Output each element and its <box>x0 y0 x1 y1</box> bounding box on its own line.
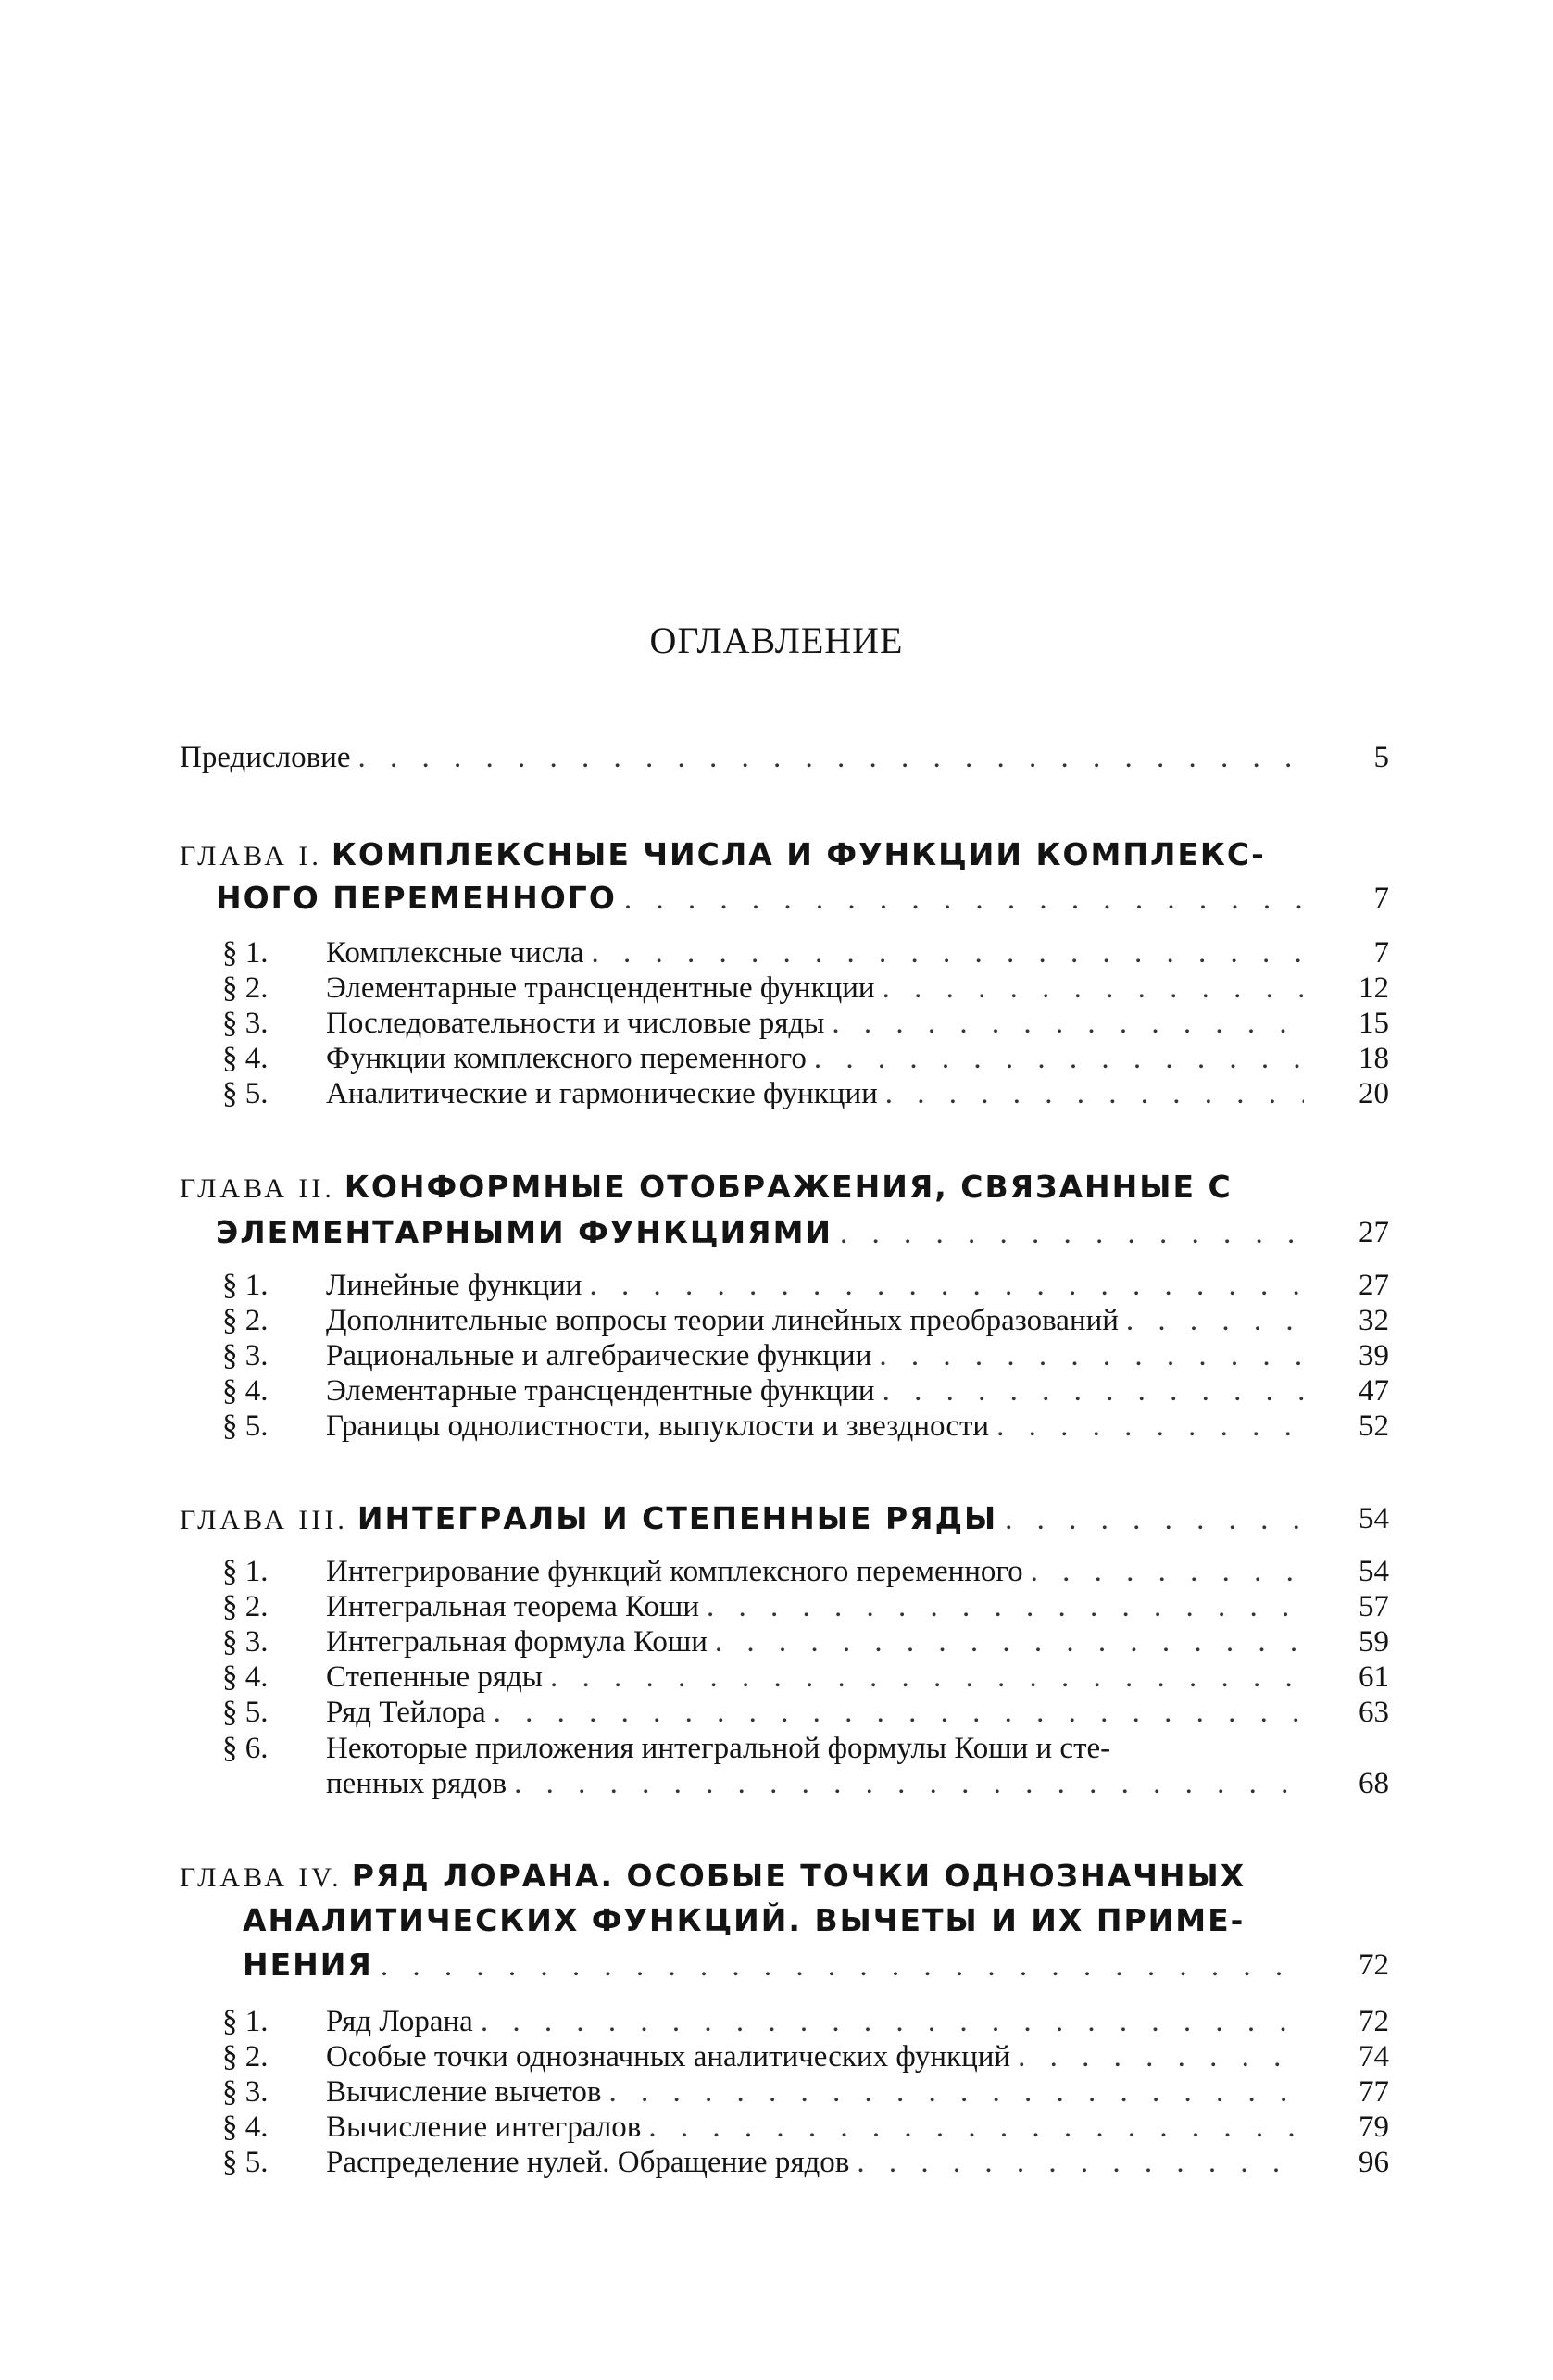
dot-leader <box>883 970 1304 1007</box>
entry-page: 61 <box>1359 1660 1389 1694</box>
entry-title: Особые точки однозначных аналитических функций <box>326 2040 1011 2073</box>
chapter-heading[interactable] <box>180 1500 1309 1537</box>
dot-leader <box>857 2144 1304 2181</box>
entry-page: 32 <box>1359 1304 1389 1337</box>
toc-entry-section[interactable] <box>326 1730 1110 1767</box>
entry-title: Некоторые приложения интегральной формулы Коши и сте- <box>326 1732 1111 1765</box>
section-number: § 2. <box>222 2040 269 2073</box>
entry-title: Предисловие <box>180 741 351 774</box>
entry-title: Вычисление интегралов <box>326 2111 642 2144</box>
chapter-title-line: ЭЛЕМЕНТАРНЫМИ ФУНКЦИЯМИ <box>216 1214 833 1250</box>
toc-entry-section[interactable] <box>326 1659 1309 1696</box>
dot-leader <box>514 1765 1304 1802</box>
dot-leader <box>879 1337 1304 1374</box>
entry-title: Вычисление вычетов <box>326 2075 602 2109</box>
entry-title: Ряд Тейлора <box>326 1696 486 1729</box>
chapter-title-line: КОНФОРМНЫЕ ОТОБРАЖЕНИЯ, СВЯЗАННЫЕ С <box>344 1169 1233 1205</box>
toc-entry-section[interactable] <box>326 2109 1309 2146</box>
dot-leader <box>1031 1553 1304 1590</box>
entry-page: 54 <box>1359 1555 1389 1588</box>
dot-leader <box>1126 1302 1304 1339</box>
dot-leader <box>814 1040 1304 1077</box>
section-number: § 4. <box>222 1042 269 1075</box>
entry-page: 77 <box>1359 2075 1389 2109</box>
dot-leader <box>715 1623 1304 1660</box>
section-number: § 4. <box>222 1374 269 1408</box>
section-number: § 5. <box>222 1696 269 1729</box>
entry-title: Границы однолистности, выпуклости и звездности <box>326 1409 990 1443</box>
toc-entry-section[interactable] <box>326 2003 1309 2040</box>
dot-leader <box>885 1075 1304 1112</box>
entry-page: 27 <box>1359 1269 1389 1302</box>
entry-page: 27 <box>1359 1216 1389 1249</box>
entry-title: Интегральная теорема Коши <box>326 1590 699 1623</box>
entry-page: 7 <box>1373 882 1389 915</box>
dot-leader <box>589 1267 1304 1304</box>
dot-leader <box>358 739 1305 776</box>
toc-entry-section[interactable] <box>326 1588 1309 1625</box>
section-number: § 5. <box>222 2146 269 2179</box>
entry-title: Распределение нулей. Обращение рядов <box>326 2146 850 2179</box>
entry-title: Элементарные трансцендентные функции <box>326 971 875 1005</box>
dot-leader <box>1018 2038 1304 2075</box>
entry-page: 20 <box>1359 1077 1389 1110</box>
entry-title-cont: пенных рядов <box>326 1767 507 1800</box>
toc-entry-section[interactable] <box>326 1623 1309 1660</box>
entry-page: 72 <box>1359 1948 1389 1982</box>
entry-page: 59 <box>1359 1625 1389 1659</box>
toc-entry-section[interactable] <box>326 1005 1309 1042</box>
toc-entry-section[interactable] <box>326 970 1309 1007</box>
chapter-title-line: АНАЛИТИЧЕСКИХ ФУНКЦИЙ. ВЫЧЕТЫ И ИХ ПРИМЕ- <box>243 1902 1246 1938</box>
entry-page: 57 <box>1359 1590 1389 1623</box>
section-number: § 3. <box>222 1339 269 1372</box>
section-number: § 5. <box>222 1077 269 1110</box>
entry-page: 7 <box>1373 936 1389 970</box>
toc-entry-section[interactable] <box>326 1372 1309 1409</box>
toc-entry-section[interactable] <box>326 1408 1309 1445</box>
dot-leader <box>996 1408 1304 1445</box>
toc-entry-section[interactable] <box>326 1302 1309 1339</box>
dot-leader <box>550 1659 1304 1696</box>
section-number: § 3. <box>222 1007 269 1040</box>
entry-page: 54 <box>1359 1502 1389 1535</box>
entry-title: Последовательности и числовые ряды <box>326 1007 825 1040</box>
section-number: § 4. <box>222 2111 269 2144</box>
toc-entry-section[interactable] <box>326 1075 1309 1112</box>
entry-title: Степенные ряды <box>326 1660 543 1694</box>
section-number: § 3. <box>222 2075 269 2109</box>
section-number: § 4. <box>222 1660 269 1694</box>
section-number: § 6. <box>222 1732 269 1765</box>
dot-leader <box>608 2073 1304 2111</box>
chapter-title-line: КОМПЛЕКСНЫЕ ЧИСЛА И ФУНКЦИИ КОМПЛЕКС- <box>331 836 1266 872</box>
entry-page: 72 <box>1359 2005 1389 2038</box>
entry-page: 15 <box>1359 1007 1389 1040</box>
section-number: § 1. <box>222 936 269 970</box>
toc-entry-section[interactable] <box>326 934 1309 971</box>
entry-title: Функции комплексного переменного <box>326 1042 807 1075</box>
dot-leader <box>840 1215 1304 1252</box>
entry-page: 47 <box>1359 1374 1389 1408</box>
chapter-heading-cont <box>243 1902 1245 1940</box>
toc-entry-section[interactable] <box>326 2073 1309 2111</box>
dot-leader <box>832 1005 1304 1042</box>
entry-page: 5 <box>1373 741 1389 774</box>
entry-page: 68 <box>1359 1767 1389 1800</box>
chapter-heading[interactable] <box>180 836 1266 875</box>
chapter-heading[interactable] <box>180 1169 1233 1208</box>
chapter-heading-cont[interactable] <box>243 1947 1309 1984</box>
toc-entry-section[interactable] <box>326 1267 1309 1304</box>
dot-leader <box>707 1588 1304 1625</box>
toc-entry-section[interactable] <box>326 1040 1309 1077</box>
dot-leader <box>381 1948 1304 1985</box>
chapter-heading-cont[interactable] <box>216 880 1309 917</box>
chapter-title-line: НЕНИЯ <box>243 1947 373 1983</box>
section-number: § 1. <box>222 1555 269 1588</box>
toc-entry-section[interactable] <box>326 1337 1309 1374</box>
entry-title: Интегральная формула Коши <box>326 1625 708 1659</box>
chapter-title-line: НОГО ПЕРЕМЕННОГО <box>216 880 617 916</box>
entry-title: Дополнительные вопросы теории линейных преобразований <box>326 1304 1119 1337</box>
dot-leader <box>624 881 1304 918</box>
toc-entry-section-cont[interactable] <box>326 1765 1309 1802</box>
section-number: § 2. <box>222 971 269 1005</box>
chapter-heading-cont[interactable] <box>216 1214 1309 1251</box>
toc-entry-section[interactable] <box>326 1694 1309 1731</box>
toc-entry-section[interactable] <box>326 2038 1309 2075</box>
chapter-label: ГЛАВА II. <box>180 1173 335 1204</box>
entry-title: Комплексные числа <box>326 936 584 970</box>
dot-leader <box>883 1372 1304 1409</box>
entry-title: Элементарные трансцендентные функции <box>326 1374 875 1408</box>
dot-leader <box>1005 1501 1304 1538</box>
chapter-label: ГЛАВА IV. <box>180 1862 343 1893</box>
section-number: § 3. <box>222 1625 269 1659</box>
dot-leader <box>494 1694 1304 1731</box>
dot-leader <box>592 934 1304 971</box>
entry-page: 18 <box>1359 1042 1389 1075</box>
entry-title: Рациональные и алгебраические функции <box>326 1339 872 1372</box>
entry-title: Аналитические и гармонические функции <box>326 1077 878 1110</box>
chapter-heading[interactable] <box>180 1858 1246 1897</box>
page-title: ОГЛАВЛЕНИЕ <box>649 620 904 661</box>
section-number: § 2. <box>222 1304 269 1337</box>
entry-page: 96 <box>1359 2146 1389 2179</box>
dot-leader <box>648 2109 1304 2146</box>
chapter-label: ГЛАВА I. <box>180 841 322 871</box>
entry-page: 39 <box>1359 1339 1389 1372</box>
entry-page: 52 <box>1359 1409 1389 1443</box>
entry-page: 74 <box>1359 2040 1389 2073</box>
section-number: § 5. <box>222 1409 269 1443</box>
toc-entry-section[interactable] <box>326 2144 1309 2181</box>
toc-entry-section[interactable] <box>326 1553 1309 1590</box>
entry-title: Ряд Лорана <box>326 2005 473 2038</box>
entry-page: 12 <box>1359 971 1389 1005</box>
entry-page: 63 <box>1359 1696 1389 1729</box>
section-number: § 1. <box>222 2005 269 2038</box>
entry-title: Линейные функции <box>326 1269 582 1302</box>
toc-entry-preface[interactable] <box>180 739 1309 776</box>
section-number: § 2. <box>222 1590 269 1623</box>
entry-page: 79 <box>1359 2111 1389 2144</box>
chapter-title-line: РЯД ЛОРАНА. ОСОБЫЕ ТОЧКИ ОДНОЗНАЧНЫХ <box>351 1858 1246 1894</box>
entry-title: Интегрирование функций комплексного переменного <box>326 1555 1023 1588</box>
dot-leader <box>481 2003 1304 2040</box>
section-number: § 1. <box>222 1269 269 1302</box>
chapter-title-line: ИНТЕГРАЛЫ И СТЕПЕННЫЕ РЯДЫ <box>357 1500 998 1536</box>
chapter-label: ГЛАВА III. <box>180 1505 348 1535</box>
